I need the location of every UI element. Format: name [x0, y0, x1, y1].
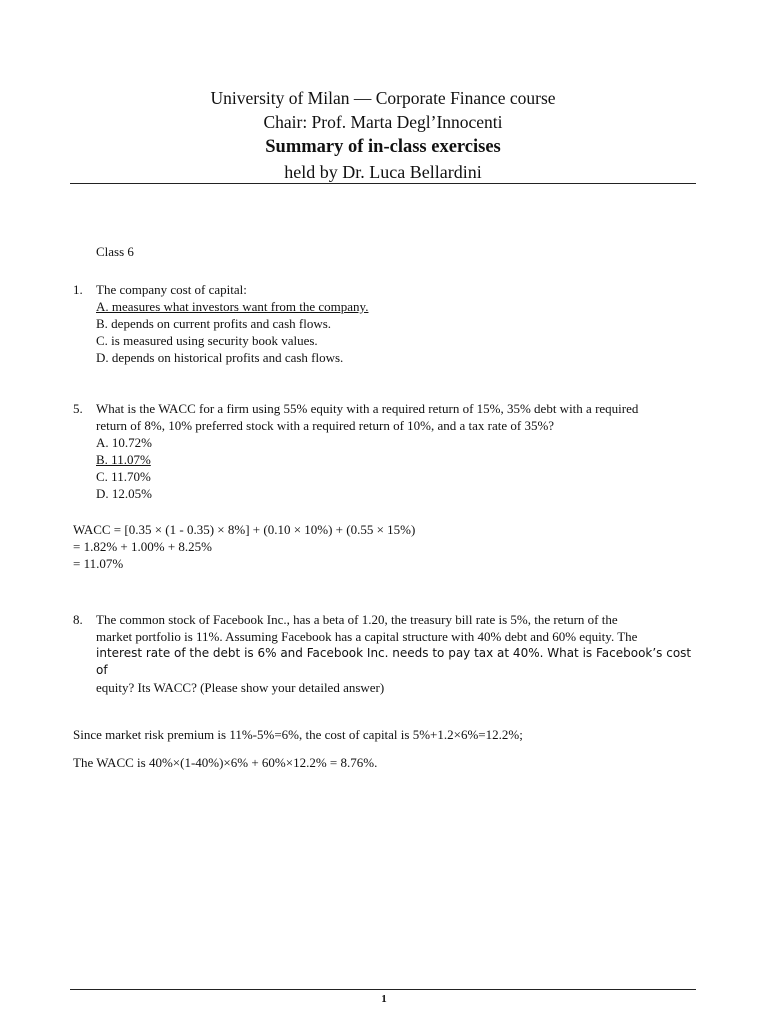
- question-text-line-3: interest rate of the debt is 6% and Facebook Inc. needs to pay tax at 40%. What is Facebook’s cost of: [96, 646, 692, 677]
- option-a-correct: A. measures what investors want from the company.: [96, 299, 369, 314]
- question-number: 1.: [73, 282, 83, 297]
- question-text: The company cost of capital:: [96, 282, 247, 297]
- option-c: C. is measured using security book values.: [96, 333, 318, 348]
- header-divider: [70, 183, 696, 184]
- question-8-answer-line-2: The WACC is 40%×(1-40%)×6% + 60%×12.2% = 8.76%.: [73, 755, 378, 770]
- option-b: B. depends on current profits and cash flows.: [96, 316, 332, 331]
- author-line: held by Dr. Luca Bellardini: [284, 162, 482, 182]
- question-5: [73, 400, 703, 502]
- option-c: C. 11.70%: [96, 469, 151, 484]
- question-number: 8.: [73, 612, 83, 627]
- document-body: [73, 243, 703, 771]
- question-text-line-1: What is the WACC for a firm using 55% equity with a required return of 15%, 35% debt with a required: [96, 401, 639, 416]
- solution-line-2: = 1.82% + 1.00% + 8.25%: [73, 539, 212, 554]
- question-text-line-2: return of 8%, 10% preferred stock with a required return of 10%, and a tax rate of 35%?: [96, 418, 555, 433]
- option-b-correct: B. 11.07%: [96, 452, 151, 467]
- question-1: [73, 281, 703, 366]
- footer-divider: [70, 989, 696, 990]
- question-5-solution: [73, 521, 703, 572]
- solution-line-1: WACC = [0.35 × (1 - 0.35) × 8%] + (0.10 × 10%) + (0.55 × 15%): [73, 522, 416, 537]
- question-number: 5.: [73, 401, 83, 416]
- question-text-line-1: The common stock of Facebook Inc., has a beta of 1.20, the treasury bill rate is 5%, the return of the: [96, 612, 618, 627]
- question-8: [73, 611, 703, 696]
- question-8-answer-line-1: Since market risk premium is 11%-5%=6%, the cost of capital is 5%+1.2×6%=12.2%;: [73, 727, 523, 742]
- chair-line: Chair: Prof. Marta Degl’Innocenti: [263, 112, 503, 132]
- option-d: D. 12.05%: [96, 486, 152, 501]
- class-label: Class 6: [96, 244, 134, 259]
- document-header: [70, 86, 696, 184]
- question-text-line-2: market portfolio is 11%. Assuming Facebook has a capital structure with 40% debt and 60% equity. The: [96, 629, 638, 644]
- option-a: A. 10.72%: [96, 435, 152, 450]
- document-title: Summary of in-class exercises: [265, 137, 501, 157]
- question-text-line-4: equity? Its WACC? (Please show your detailed answer): [96, 680, 385, 695]
- university-course-title: University of Milan — Corporate Finance course: [210, 88, 556, 108]
- solution-line-3: = 11.07%: [73, 556, 124, 571]
- option-d: D. depends on historical profits and cash flows.: [96, 350, 344, 365]
- page-number: 1: [381, 993, 387, 1005]
